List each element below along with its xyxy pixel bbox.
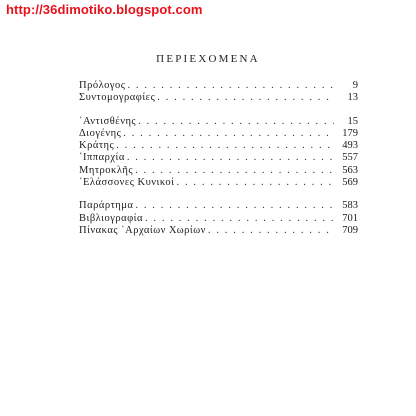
- toc-entry: [79, 177, 358, 189]
- toc-title: ΠΕΡΙΕΧΟΜΕΝΑ: [156, 53, 260, 65]
- dot-leader: [127, 80, 334, 92]
- toc-entry-label: ᾿Ελάσσονες Κυνικοί: [79, 177, 175, 189]
- toc-entry-page: 563: [342, 164, 358, 176]
- dot-leader: [135, 165, 334, 177]
- toc-entry: [79, 128, 358, 140]
- toc-entry: [79, 92, 358, 104]
- toc-entry: [79, 165, 358, 177]
- toc-entry-page: 701: [342, 212, 358, 224]
- toc-entry-label: Παράρτημα: [79, 200, 134, 212]
- toc-entry: [79, 152, 358, 164]
- dot-leader: [138, 116, 334, 128]
- toc-group: [79, 80, 358, 105]
- toc-entry-label: ῾Ιππαρχία: [79, 152, 125, 164]
- toc-group: [79, 116, 358, 190]
- toc-entry-page: 15: [347, 115, 358, 127]
- toc-entry-page: 13: [347, 92, 358, 104]
- dot-leader: [157, 92, 334, 104]
- toc-entry-label: Συντομογραφίες: [79, 92, 156, 104]
- dot-leader: [123, 128, 334, 140]
- toc-entry-page: 9: [352, 80, 358, 91]
- toc-entry-page: 557: [342, 152, 358, 164]
- toc-entry: [79, 116, 358, 128]
- dot-leader: [116, 140, 334, 152]
- toc-entry: [79, 140, 358, 152]
- dot-leader: [127, 152, 334, 164]
- toc-entry-label: Βιβλιογραφία: [79, 212, 143, 224]
- toc-entry-label: Μητροκλῆς: [79, 164, 134, 176]
- toc-entry: [79, 225, 358, 237]
- dot-leader: [177, 177, 334, 189]
- toc-entry-label: Πρόλογος: [79, 80, 126, 91]
- toc-entry-page: 709: [342, 224, 358, 236]
- toc-entry-page: 583: [342, 200, 358, 212]
- toc-entry-label: ᾿Αντισθένης: [79, 115, 137, 127]
- toc-entry-page: 179: [342, 127, 358, 139]
- toc-group: [79, 200, 358, 237]
- toc-entry: [79, 80, 358, 92]
- dot-leader: [208, 225, 334, 237]
- toc-entry-page: 493: [342, 140, 358, 152]
- toc-entry: [79, 200, 358, 212]
- toc-entry-label: Πίνακας ᾿Αρχαίων Χωρίων: [79, 224, 206, 236]
- dot-leader: [145, 213, 334, 225]
- watermark-url: http://36dimotiko.blogspot.com: [6, 2, 203, 17]
- table-of-contents: [79, 80, 358, 248]
- toc-entry-label: Κράτης: [79, 140, 115, 152]
- toc-entry: [79, 213, 358, 225]
- dot-leader: [135, 200, 334, 212]
- toc-entry-label: Διογένης: [79, 127, 122, 139]
- toc-entry-page: 569: [342, 177, 358, 189]
